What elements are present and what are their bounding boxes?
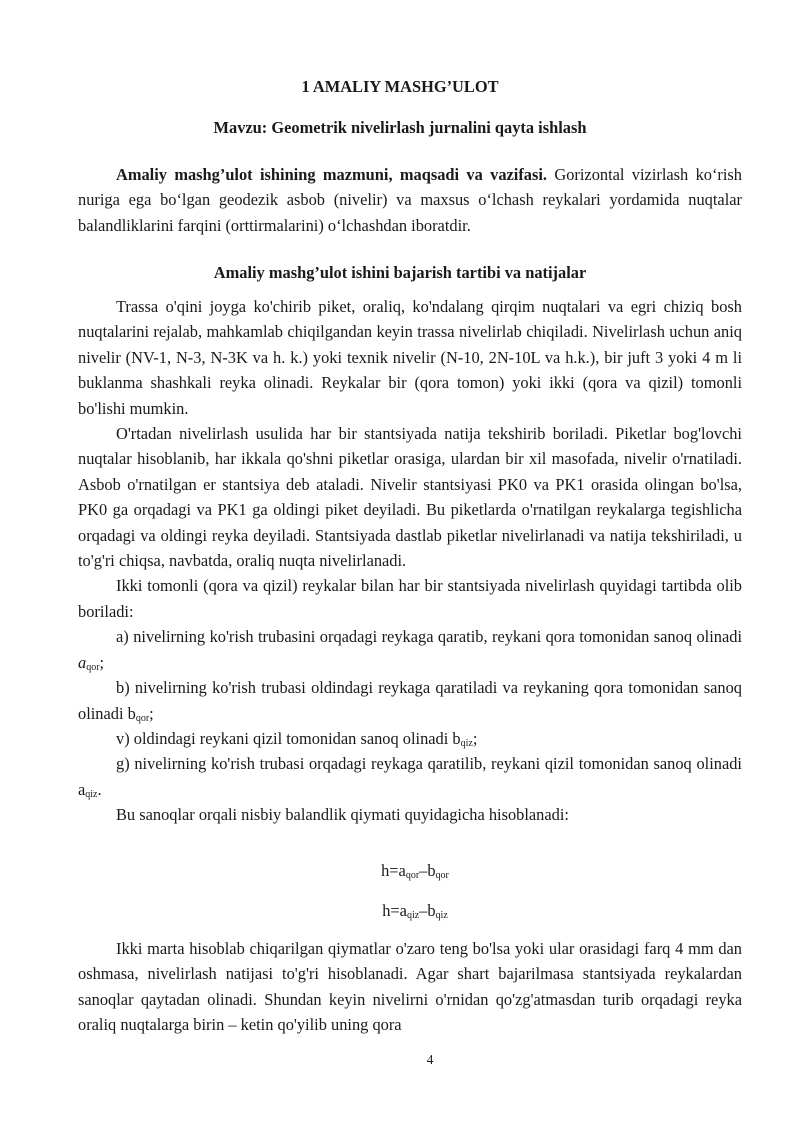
list-item-g: g) nivelirning ko'rish trubasi orqadagi reykaga qaratilib, reykani qizil tomonidan sanoq olinadi $a_{qiz}$.: [78, 754, 742, 800]
list-item-a: a) nivelirning ko'rish trubasini orqadagi reykaga qaratib, reykani qora tomonidan sanoq olinadi $a_{qor}$;: [78, 627, 742, 673]
formula-red: $h=a_{qiz}-b_{qiz}$: [382, 901, 448, 921]
paragraph-4: Bu sanoqlar orqali nisbiy balandlik qiymati quyidagicha hisoblanadi:: [116, 805, 569, 825]
intro-bold-heading: Amaliy mashg’ulot ishining mazmuni, maqsadi va vazifasi.: [116, 165, 548, 184]
lesson-subject: Mavzu: Geometrik nivelirlash jurnalini qayta ishlash: [213, 118, 587, 137]
body-text: [78, 294, 742, 828]
section-heading: Amaliy mashg’ulot ishini bajarish tartibi va natijalar: [213, 263, 587, 282]
page-number: 4: [426, 1052, 434, 1067]
list-item-v: v) oldindagi reykani qizil tomonidan sanoq olinadi $b_{qiz}$;: [116, 728, 478, 749]
paragraph-5: Ikki marta hisoblab chiqarilgan qiymatlar o'zaro teng bo'lsa yoki ular orasidagi farq 4 mm dan oshmasa, nivelirlash natijasi to'g'ri hisoblanadi. Agar shart bajarilmasa stantsiyada reykalardan sanoqlar qaytadan olinadi. Shundan keyin nivelirni o'rnidan qo'zg'atmasdan turib orqadagi reyka oraliq nuqtalarga birin – ketin qo'yilib uning qora: [78, 939, 742, 1035]
intro-paragraph: [78, 162, 742, 238]
body-text-continued: [78, 936, 742, 1038]
paragraph-1: Trassa o'qini joyga ko'chirib piket, oraliq, ko'ndalang qirqim nuqtalari va egri chiziq bosh nuqtalarini rejalab, mahkamlab chiqilgandan keyin trassa nivelirlab chiqiladi. Nivelirlash uchun aniq nivelir (NV-1, N-3, N-3K va h. k.) yoki texnik nivelir (N-10, 2N-10L va h.k.), bir juft 3 yoki 4 m li buklanma shashkali reyka olinadi. Reykalar bir (qora tomon) yoki ikki (qora va qizil) tomonli bo'lishi mumkin.: [78, 297, 742, 418]
paragraph-3: Ikki tomonli (qora va qizil) reykalar bilan har bir stantsiyada nivelirlash quyidagi tartibda olib boriladi:: [78, 576, 742, 621]
intro-text: Gorizontal vizirlash ko‘rish nuriga ega bo‘lgan geodezik asbob (nivelir) va maxsus o‘lchash reykalari yordamida nuqtalar balandliklarini farqini (orttirmalarini) o‘lchashdan iboratdir.: [78, 165, 743, 235]
formula-black: $h=a_{qor}-b_{qor}$: [381, 861, 449, 881]
paragraph-2: O'rtadan nivelirlash usulida har bir stantsiyada natija tekshirib boriladi. Piketlar bog'lovchi nuqtalar hisoblanib, har ikkala qo'shni piketlar orasiga, ulardan bir xil masofada, nivelir o'rnatiladi. Asbob o'rnatilgan er stantsiya deb ataladi. Nivelir stantsiyasi PK0 va PK1 orasida olingan bo'lsa, PK0 ga orqadagi va PK1 ga oldingi piket deyiladi. Bu piketlarda o'rnatilgan reykalarga tegishlicha orqadagi va oldingi reyka deyiladi. Stantsiyada dastlab piketlar nivelirlanadi va natija tekshiriladi, u to'g'ri chiqsa, navbatda, oraliq nuqta nivelirlanadi.: [78, 424, 742, 571]
list-item-b: b) nivelirning ko'rish trubasi oldindagi reykaga qaratiladi va reykaning qora tomonidan sanoq olinadi $b_{qor}$;: [78, 678, 742, 724]
page-title: 1 AMALIY MASHG’ULOT: [301, 77, 499, 96]
